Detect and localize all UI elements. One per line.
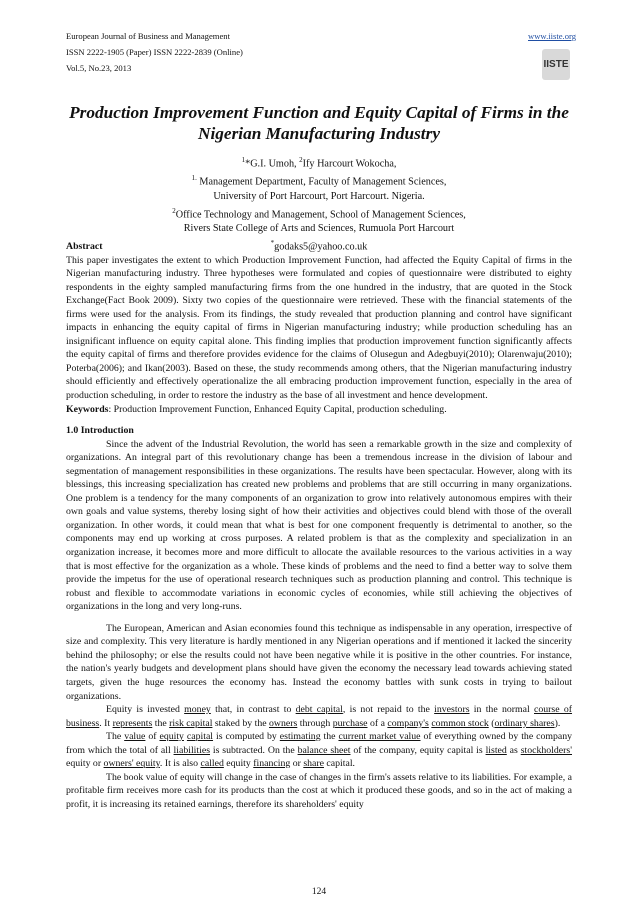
journal-url-link[interactable]: www.iiste.org [528, 31, 576, 41]
link-purchase[interactable]: purchase [332, 717, 368, 729]
paper-body [66, 240, 572, 811]
link-risk-capital[interactable]: risk capital [169, 717, 213, 729]
link-owners-equity[interactable]: owners' equity [103, 758, 160, 770]
link-ordinary-shares[interactable]: ordinary shares [494, 717, 555, 729]
journal-name: European Journal of Business and Management [66, 31, 230, 41]
journal-issn: ISSN 2222-1905 (Paper) ISSN 2222-2839 (Online) [66, 47, 243, 57]
author-email: *godaks5@yahoo.co.uk [270, 239, 368, 253]
journal-volume: Vol.5, No.23, 2013 [66, 63, 132, 73]
abstract-text: This paper investigates the extent to which Production Improvement Function, had affected the Equity Capital of firms in the Nigerian manufacturing industry. Three hypotheses were formulated and copies of questionnaire were distributed to eighty respondents in the eighty sampled manufacturing firms from the one hundred in the industry, that are quoted in the Stock Exchange(Fact Book 2009). Sixty two copies of the questionnaire were retrieved. These with the financial statements of the firms were used for the analysis. From its findings, the study revealed that production planning and control have significant impacts in enhancing the equity capital of firms in Nigerian manufacturing industry; while production scheduling has an insignificant influence on equity capital alone. This finding implies that production improvement function significantly affects the equity capital of firms and therefore provides evidence for the claims of Olusegun and Adegbuyi(2010); Olarenwaju(2010); Poterba(2006); and Ikan(2003). Based on these, the study recommends among others, that the Nigerian manufacturing industry should efficiently and effectively operationalize the all embracing production improvement function, especially in the area of production scheduling, in order to restore the industry as the base of all investment and hence development. [66, 254, 572, 402]
abstract-heading: Abstract [66, 241, 103, 252]
link-investors[interactable]: investors [434, 704, 470, 716]
link-equity[interactable]: equity [159, 731, 184, 743]
link-common-stock[interactable]: common stock [431, 717, 489, 729]
keywords-line: Keywords: Production Improvement Function, Enhanced Equity Capital, production scheduling. [66, 403, 447, 415]
link-liabilities[interactable]: liabilities [173, 744, 211, 756]
link-listed[interactable]: listed [485, 744, 507, 756]
paper-title: Production Improvement Function and Equity Capital of Firms in the Nigerian Manufacturing Industry [69, 103, 569, 143]
link-represents[interactable]: represents [112, 717, 153, 729]
intro-paragraph-1: Since the advent of the Industrial Revolution, the world has seen a remarkable growth in the size and complexity of organizations. An integral part of this revolutionary change has been a tremendous increase in the division of labour and segmentation of management responsibilities in these organizations. The results have been spectacular. However, along with its blessings, this increasing specialization has created new problems and problems that are still occurring in many organizations. One problem is a tendency for the many components of an organization to grow into relatively autonomous empires with their own goals and value systems, thereby losing sight of how their activities and objectives could blend with those of the overall organization. In other words, it could mean that what is best for one component frequently is detrimental to another, so the components may end up working at cross purposes. A related problem is that as the complexity and specialization in an organization increase, it becomes more and more difficult to allocate the available resources to the various activities in a way that is most effective for the organization as a whole. These kinds of problems and the need to find a better way to solve them provide the impetus for the use of operational research techniques such as production planning and control. This technique is robust and flexible to accommodate variations in economic cycles of economies, while still achieving the objectives of organizations in the long and very long-runs. [66, 438, 572, 613]
link-estimating[interactable]: estimating [279, 731, 321, 743]
affiliation-1-university: University of Port Harcourt, Port Harcourt. Nigeria. [213, 190, 425, 202]
link-owners[interactable]: owners [269, 717, 298, 729]
intro-paragraph-4: The value of equity capital is computed by estimating the current market value of everything owned by the company from which the total of all liabilities is subtracted. On the balance sheet of the company, equity capital is listed as stockholders' equity or owners' equity. It is also called equity financing or share capital. [66, 731, 573, 770]
link-called[interactable]: called [200, 758, 224, 770]
iiste-logo: IISTE [542, 49, 570, 80]
author-names: $^1$*G.I. Umoh, $^2$Ify Harcourt Wokocha, [241, 156, 397, 170]
link-share[interactable]: share [303, 758, 324, 770]
link-financing[interactable]: financing [253, 758, 291, 770]
link-value[interactable]: value [124, 731, 146, 743]
link-money[interactable]: money [184, 704, 211, 716]
page-number: 124 [311, 887, 327, 897]
link-current-market-value[interactable]: current market value [338, 731, 421, 743]
affiliation-1: $^{1.}$ Management Department, Faculty of Management Sciences, [191, 174, 447, 188]
link-stockholders[interactable]: stockholders' [520, 744, 572, 756]
affiliation-2-college: Rivers State College of Arts and Sciences, Rumuola Port Harcourt [183, 223, 455, 235]
affiliation-2: $^2$Office Technology and Management, School of Management Sciences, [172, 206, 466, 221]
intro-paragraph-2: The European, American and Asian economies found this technique as indispensable in any operation, irrespective of size and complexity. This very literature is hardly mentioned in any Nigerian operations and if mentioned it lacked the sincerity behind the philosophy; or else the results could not have been negative while it is positive in the other countries. For instance, the nation's yearly budgets and development plans should have given the economy the necessary lead towards achieving stated targets, given the huge resources the economy has. Instead the economy battles with sunk costs in trying to bailout organizations. [66, 622, 572, 702]
intro-paragraph-5: The book value of equity will change in the case of changes in the firm's assets relative to its liabilities. For example, a profitable firm receives more cash for its products than the cost at which it produced these goods, and so in the act of making a profit, it is increasing its retained earnings, therefore its shareholders' equity [66, 771, 572, 810]
intro-heading: 1.0 Introduction [66, 425, 134, 437]
link-capital[interactable]: capital [186, 731, 214, 743]
link-balance-sheet[interactable]: balance sheet [297, 744, 351, 756]
journal-header [66, 28, 576, 76]
link-debt-capital[interactable]: debt capital [295, 704, 343, 716]
link-course-of-business[interactable]: course of business [66, 704, 573, 729]
intro-paragraph-3: Equity is invested money that, in contrast to debt capital, is not repaid to the investors in the normal course of business. It represents the risk capital staked by the owners through purchase of a company's common stock (ordinary shares). [66, 704, 573, 729]
link-company[interactable]: company's [387, 717, 429, 729]
